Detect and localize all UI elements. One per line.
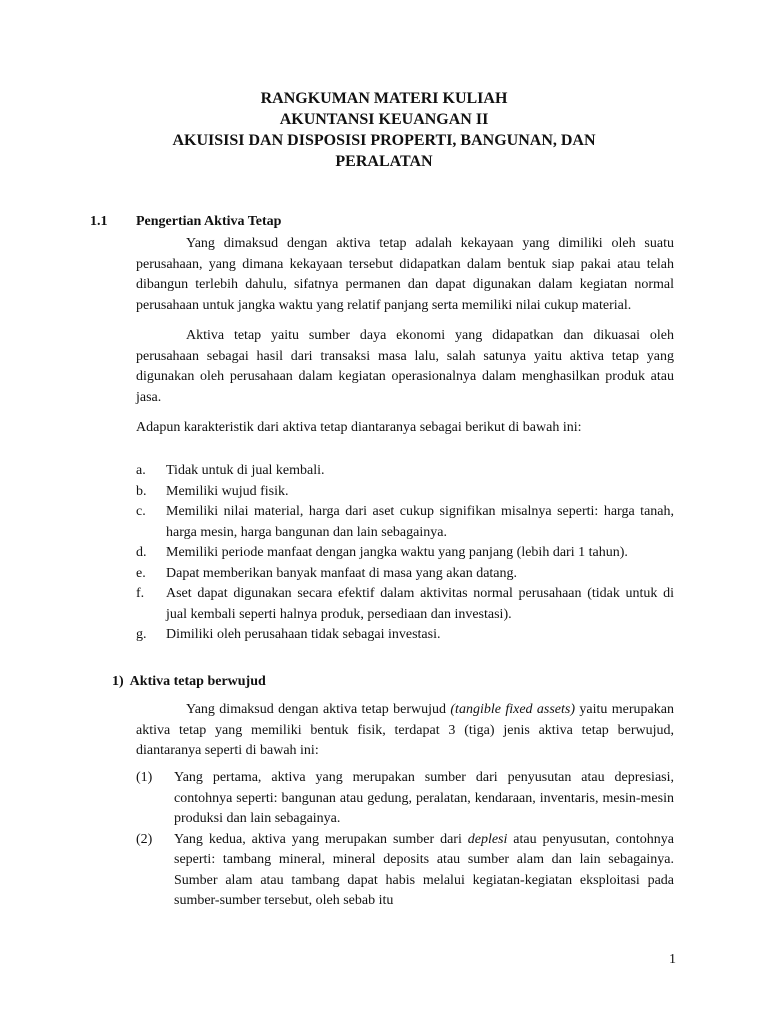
paragraph-1: Yang dimaksud dengan aktiva tetap adalah kekayaan yang dimiliki oleh suatu perusahaan, yang dimana kekayaan tersebut didapatkan dalam bentuk siap pakai atau telah dibangun terlebih dahulu, sifatnya permanen dan dapat digunakan dalam kegiatan normal perusahaan untuk jangka waktu yang relatif panjang serta memiliki nilai cukup material. — [136, 236, 674, 313]
list-marker: b. — [136, 483, 147, 499]
list-marker: f. — [136, 586, 145, 601]
list-item — [136, 625, 674, 646]
paragraph-2: Aktiva tetap yaitu sumber daya ekonomi yang didapatkan dan dikuasai oleh perusahaan sebagai hasil dari transaksi masa lalu, salah satunya yaitu aktiva tetap yang digunakan oleh perusahaan dalam kegiatan operasionalnya dalam menghasilkan produk atau jasa. — [136, 328, 674, 405]
list-marker: d. — [136, 545, 147, 560]
list-marker: a. — [136, 463, 146, 478]
list-marker: c. — [136, 504, 146, 519]
list-marker: (1) — [136, 770, 153, 785]
title-line-2: AKUNTANSI KEUANGAN II — [279, 111, 489, 128]
subsection-paragraph — [136, 700, 674, 762]
list-item-text-start: Yang kedua, aktiva yang merupakan sumber dari — [174, 831, 468, 847]
paragraph-3 — [136, 700, 674, 762]
list-item-text: Aset dapat digunakan secara efektif dalam aktivitas normal perusahaan (tidak untuk di jual kembali seperti halnya produk, persediaan dan investasi). — [166, 586, 674, 622]
list-item-text: Dapat memberikan banyak manfaat di masa yang akan datang. — [166, 565, 518, 581]
list-item-text: Tidak untuk di jual kembali. — [166, 463, 325, 478]
list-item-text: Yang pertama, aktiva yang merupakan sumber dari penyusutan atau depresiasi, contohnya seperti: bangunan atau gedung, peralatan, kendaraan, inventaris, mesin-mesin produksi dan lain sebagainya. — [174, 770, 674, 826]
subsection-title: Aktiva tetap berwujud — [129, 674, 266, 689]
paragraph-3-start: Yang dimaksud dengan aktiva tetap berwujud — [186, 702, 451, 717]
list-marker: e. — [136, 565, 146, 581]
list-item-italic: deplesi — [467, 831, 508, 847]
paragraph-3-end: yaitu merupakan aktiva tetap yang memiliki bentuk fisik, terdapat 3 (tiga) jenis aktiva tetap berwujud, diantaranya seperti di bawah ini: — [136, 702, 674, 758]
page-number: 1 — [669, 952, 676, 967]
title-line-1: RANGKUMAN MATERI KULIAH — [260, 90, 508, 107]
subsection-heading — [112, 674, 266, 690]
characteristics-intro: Adapun karakteristik dari aktiva tetap diantaranya sebagai berikut di bawah ini: — [136, 420, 582, 435]
list-item — [136, 482, 674, 503]
list-item — [136, 461, 674, 482]
section-heading: Pengertian Aktiva Tetap — [136, 214, 282, 229]
tangible-asset-types-list — [136, 768, 674, 912]
list-item-text-end: atau penyusutan, contohnya seperti: tambang mineral, mineral deposits atau sumber alam dan lain sebagainya. Sumber alam atau tambang dapat habis melalui kegiatan-kegiatan eksploitasi pada sumber-sumber tersebut, oleh sebab itu — [174, 831, 674, 908]
list-item — [136, 564, 674, 585]
list-item — [136, 584, 674, 625]
list-item-text: Memiliki nilai material, harga dari aset cukup signifikan misalnya seperti: harga tanah, harga mesin, harga bangunan dan lain sebagainya. — [166, 504, 674, 540]
list-item — [136, 830, 674, 912]
section-paragraphs — [136, 234, 674, 439]
list-item-text: Memiliki wujud fisik. — [166, 483, 289, 499]
subsection-number: 1) — [112, 674, 124, 689]
list-item-text: Dimiliki oleh perusahaan tidak sebagai investasi. — [166, 627, 441, 642]
title-line-4: PERALATAN — [335, 153, 433, 170]
section-number: 1.1 — [90, 214, 108, 229]
list-marker: (2) — [136, 831, 153, 847]
list-item — [136, 768, 674, 830]
list-item — [136, 543, 674, 564]
list-marker: g. — [136, 627, 147, 642]
paragraph-3-italic: (tangible fixed assets) — [450, 702, 576, 717]
characteristics-list — [136, 461, 674, 646]
list-item — [136, 502, 674, 543]
document-title — [90, 88, 678, 172]
title-line-3: AKUISISI DAN DISPOSISI PROPERTI, BANGUNAN, DAN — [172, 132, 596, 149]
list-item-text: Memiliki periode manfaat dengan jangka waktu yang panjang (lebih dari 1 tahun). — [166, 545, 628, 560]
